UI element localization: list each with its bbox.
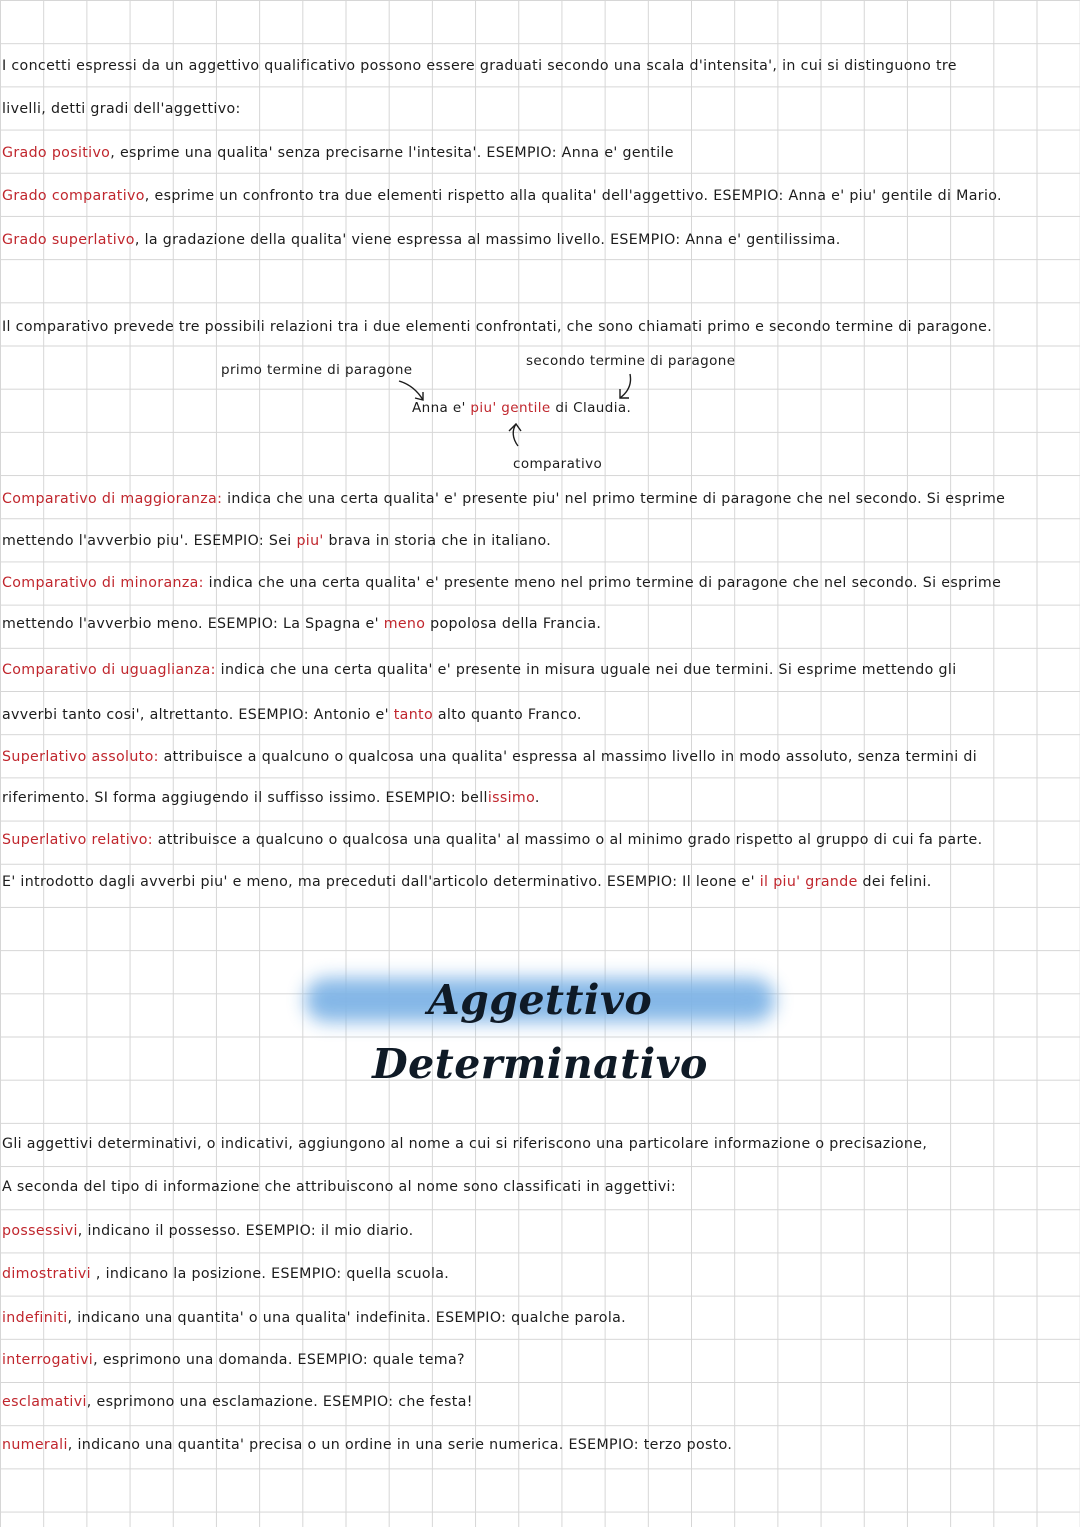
grade-term: Grado comparativo <box>2 188 145 204</box>
determinativo-term: esclamativi <box>2 1394 87 1410</box>
example-highlight: meno <box>383 616 426 632</box>
superlative-term: Superlativo relativo: <box>2 832 153 848</box>
example-text: mettendo l'avverbio piu'. ESEMPIO: Sei <box>2 533 297 549</box>
grade-text: , esprime un confronto tra due elementi rispetto alla qualita' dell'aggettivo. ESEMPIO: Anna e' piu' gentile di Mario. <box>144 188 1002 204</box>
example-text: riferimento. SI forma aggiugendo il suffisso issimo. ESEMPIO: bell <box>2 790 488 806</box>
comparative-text: indica che una certa qualita' e' presente in misura uguale nei due termini. Si esprime mettendo gli <box>215 662 957 678</box>
arrow-comparativo-icon <box>504 420 528 448</box>
determinativo-esclamativi <box>2 1392 473 1412</box>
determinativo-term: indefiniti <box>2 1310 68 1326</box>
relativo-line-2 <box>2 872 932 892</box>
example-text: . <box>534 790 540 806</box>
determinativo-text: , esprimono una esclamazione. ESEMPIO: che festa! <box>86 1394 473 1410</box>
assoluto-line-2 <box>2 788 540 808</box>
uguaglianza-line-1 <box>2 660 957 680</box>
sentence-highlight: piu' gentile <box>470 400 551 416</box>
determinativo-term: interrogativi <box>2 1352 94 1368</box>
comparative-term: Comparativo di uguaglianza: <box>2 662 216 678</box>
label-primo-termine: primo termine di paragone <box>221 362 413 378</box>
example-text: popolosa della Francia. <box>425 616 602 632</box>
grade-superlativo <box>2 230 841 250</box>
determinativo-interrogativi <box>2 1350 465 1370</box>
example-highlight: piu' <box>296 533 324 549</box>
example-text: brava in storia che in italiano. <box>323 533 552 549</box>
section-title <box>305 968 775 1088</box>
section-title-text: Aggettivo Determinativo <box>372 976 708 1088</box>
superlative-term: Superlativo assoluto: <box>2 749 159 765</box>
determinativo-text: , esprimono una domanda. ESEMPIO: quale tema? <box>93 1352 465 1368</box>
label-comparativo: comparativo <box>513 456 603 472</box>
example-text: E' introdotto dagli avverbi piu' e meno, ma preceduti dall'articolo determinativo. ESEMPIO: Il leone e' <box>2 874 760 890</box>
grade-positivo <box>2 143 674 163</box>
intro-line-2: livelli, detti gradi dell'aggettivo: <box>2 101 241 117</box>
maggioranza-line-2 <box>2 531 551 551</box>
label-secondo-termine: secondo termine di paragone <box>526 353 736 369</box>
example-highlight: tanto <box>393 707 433 723</box>
determinativo-indefiniti <box>2 1308 626 1328</box>
superlative-text: attribuisce a qualcuno o qualcosa una qualita' al massimo o al minimo grado rispetto al gruppo di cui fa parte. <box>152 832 983 848</box>
grade-term: Grado positivo <box>2 145 111 161</box>
comparative-text: indica che una certa qualita' e' presente piu' nel primo termine di paragone che nel secondo. Si esprime <box>222 491 1006 507</box>
maggioranza-line-1 <box>2 489 1005 509</box>
determinativi-intro-1: Gli aggettivi determinativi, o indicativi, aggiungono al nome a cui si riferiscono una particolare informazione o precisazione, <box>2 1136 928 1152</box>
assoluto-line-1 <box>2 747 977 767</box>
arrow-secondo-icon <box>612 372 640 402</box>
grade-text: , la gradazione della qualita' viene espressa al massimo livello. ESEMPIO: Anna e' gentilissima. <box>134 232 841 248</box>
comparative-term: Comparativo di minoranza: <box>2 575 204 591</box>
example-highlight: issimo <box>487 790 535 806</box>
example-text: dei felini. <box>857 874 932 890</box>
determinativo-numerali <box>2 1435 732 1455</box>
determinativo-text: , indicano la posizione. ESEMPIO: quella scuola. <box>90 1266 450 1282</box>
comparativo-intro: Il comparativo prevede tre possibili relazioni tra i due elementi confrontati, che sono chiamati primo e secondo termine di paragone. <box>2 319 993 335</box>
uguaglianza-line-2 <box>2 705 582 725</box>
example-text: avverbi tanto cosi', altrettanto. ESEMPIO: Antonio e' <box>2 707 394 723</box>
determinativo-text: , indicano il possesso. ESEMPIO: il mio diario. <box>77 1223 414 1239</box>
example-highlight: il piu' grande <box>759 874 858 890</box>
determinativi-intro-2: A seconda del tipo di informazione che attribuiscono al nome sono classificati in aggettivi: <box>2 1179 676 1195</box>
determinativo-term: dimostrativi <box>2 1266 91 1282</box>
superlative-text: attribuisce a qualcuno o qualcosa una qualita' espressa al massimo livello in modo assoluto, senza termini di <box>158 749 978 765</box>
example-text: alto quanto Franco. <box>433 707 582 723</box>
grade-term: Grado superlativo <box>2 232 135 248</box>
grade-comparativo <box>2 186 1002 206</box>
minoranza-line-1 <box>2 573 1001 593</box>
diagram-sentence <box>412 400 631 416</box>
comparative-term: Comparativo di maggioranza: <box>2 491 223 507</box>
comparative-text: indica che una certa qualita' e' presente meno nel primo termine di paragone che nel secondo. Si esprime <box>203 575 1002 591</box>
sentence-part: Anna e' <box>412 400 471 416</box>
determinativo-text: , indicano una quantita' precisa o un ordine in una serie numerica. ESEMPIO: terzo posto. <box>67 1437 733 1453</box>
example-text: mettendo l'avverbio meno. ESEMPIO: La Spagna e' <box>2 616 384 632</box>
determinativo-term: numerali <box>2 1437 68 1453</box>
determinativo-dimostrativi <box>2 1264 449 1284</box>
grade-text: , esprime una qualita' senza precisarne l'intesita'. ESEMPIO: Anna e' gentile <box>110 145 674 161</box>
determinativo-possessivi <box>2 1221 413 1241</box>
minoranza-line-2 <box>2 614 601 634</box>
sentence-part: di Claudia. <box>550 400 632 416</box>
intro-line-1: I concetti espressi da un aggettivo qualificativo possono essere graduati secondo una scala d'intensita', in cui si distinguono tre <box>2 58 957 74</box>
determinativo-text: , indicano una quantita' o una qualita' indefinita. ESEMPIO: qualche parola. <box>67 1310 627 1326</box>
determinativo-term: possessivi <box>2 1223 78 1239</box>
relativo-line-1 <box>2 830 983 850</box>
